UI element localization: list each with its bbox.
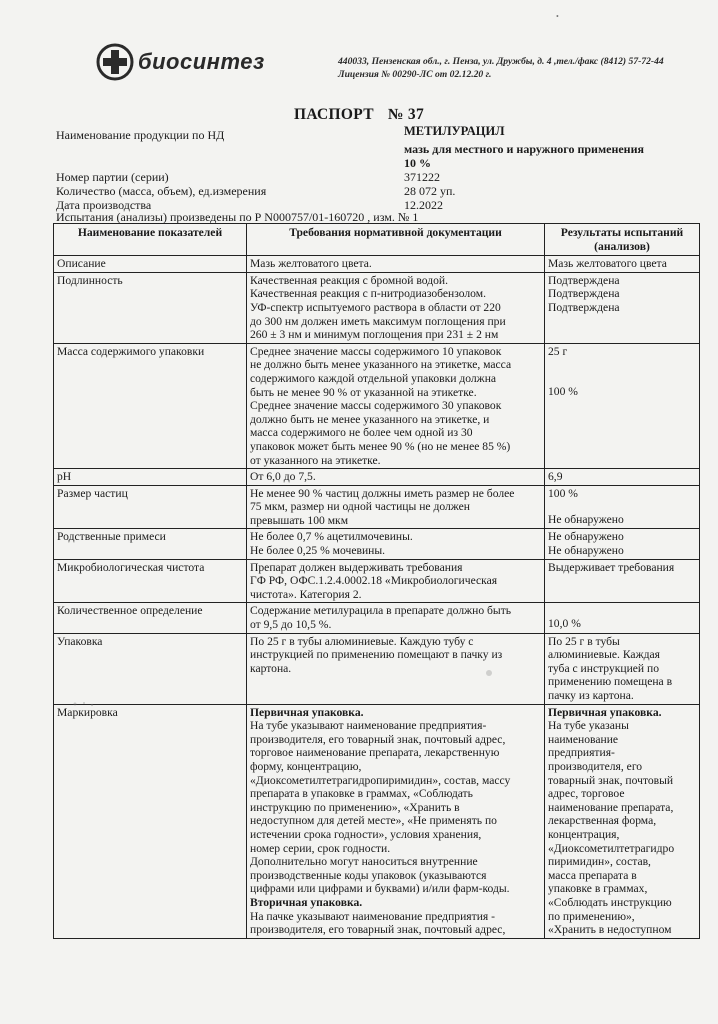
row-requirement <box>247 603 545 633</box>
result-line: концентрация, <box>548 827 620 841</box>
result-line: Не обнаружено <box>548 530 624 544</box>
result-subtitle: Первичная упаковка. <box>548 705 662 719</box>
result-line: Подтверждена <box>548 300 620 314</box>
company-name: биосинтез <box>138 49 265 74</box>
requirement-line: масса содержимого не более чем одной из 30 <box>250 426 473 440</box>
requirement-line: содержимого каждой отдельной упаковки должна <box>250 371 497 385</box>
requirement-line: Среднее значение массы содержимого 10 упаковок <box>250 344 502 358</box>
result-line: «Соблюдать инструкцию <box>548 895 672 909</box>
row-result <box>545 529 700 559</box>
result-line: масса препарата в <box>548 868 637 882</box>
result-line: Выдерживает требования <box>548 560 675 574</box>
requirement-line: Содержание метилурацила в препарате должно быть <box>250 604 512 618</box>
header-requirement: Требования нормативной документации <box>247 224 545 256</box>
row-name: Количественное определение <box>54 603 247 633</box>
requirement-line: «Диоксометилтетрагидропиримидин», состав, массу <box>250 773 511 787</box>
requirement-line: производственные коды упаковок (указываются <box>250 868 487 882</box>
requirement-line: от указанного на этикетке. <box>250 453 381 467</box>
table-row <box>54 603 700 633</box>
requirement-line: номер серии, срок годности. <box>250 841 391 855</box>
result-line: товарный знак, почтовый <box>548 773 674 787</box>
company-address-block <box>338 55 664 81</box>
requirement-line: быть не менее 90 % от указанной на этикетке. <box>250 385 477 399</box>
requirement-line: упаковок может быть менее 90 % (но не менее 85 %) <box>250 439 511 453</box>
result-line: применению помещена в <box>548 675 673 689</box>
result-line: 6,9 <box>548 470 563 484</box>
row-name: Микробиологическая чистота <box>54 559 247 603</box>
table-row <box>54 256 700 273</box>
requirement-line: препарата в упаковке в граммах, «Соблюдать <box>250 787 473 801</box>
requirement-line: Не более 0,25 % мочевины. <box>250 544 386 558</box>
row-requirement <box>247 633 545 704</box>
result-line: производителя, его <box>548 759 643 773</box>
row-name: Описание <box>54 256 247 273</box>
result-line: адрес, торговое <box>548 787 625 801</box>
requirement-line: 75 мкм, размер ни одной частицы не должен <box>250 500 470 514</box>
quantity-label: Количество (масса, объем), ед.измерения <box>56 184 267 198</box>
requirement-line: недоступном для детей месте», «Не применять по <box>250 814 497 828</box>
row-result <box>545 272 700 343</box>
result-line: Мазь желтоватого цвета <box>548 257 667 271</box>
row-name: pH <box>54 469 247 486</box>
product-name-label: Наименование продукции по НД <box>56 128 225 142</box>
requirement-line: производителя, его товарный знак, почтовый адрес, <box>250 732 506 746</box>
medical-cross-icon <box>96 43 134 81</box>
requirement-line: Качественная реакция с п-нитродиазобензолом. <box>250 287 486 301</box>
requirement-line: производителя, его товарный знак, почтовый адрес, <box>250 923 506 937</box>
requirement-line: инструкцией по применению помещают в пачку из <box>250 648 503 662</box>
requirement-line: Препарат должен выдерживать требования <box>250 560 463 574</box>
production-date-label: Дата производства <box>56 198 152 212</box>
row-requirement <box>247 529 545 559</box>
result-line: упаковке в граммах, <box>548 882 648 896</box>
result-line: пиримидин», состав, <box>548 855 651 869</box>
table-row <box>54 529 700 559</box>
requirement-line: На пачке указывают наименование предприятия - <box>250 909 495 923</box>
result-line: По 25 г в тубы <box>548 634 620 648</box>
row-result <box>545 343 700 468</box>
requirement-line: Не более 0,7 % ацетилмочевины. <box>250 530 413 544</box>
result-line: 100 % <box>548 385 578 399</box>
result-line: наименование <box>548 732 619 746</box>
product-concentration: 10 % <box>404 156 431 170</box>
result-line: Подтверждена <box>548 287 620 301</box>
page-title <box>0 106 718 124</box>
requirement-line: Мазь желтоватого цвета. <box>250 257 372 271</box>
result-line: предприятия- <box>548 746 615 760</box>
requirement-line: УФ-спектр испытуемого раствора в области от 220 <box>250 300 501 314</box>
table-header-row <box>54 224 700 256</box>
scan-dot <box>486 670 492 676</box>
product-name: МЕТИЛУРАЦИЛ <box>404 124 505 138</box>
row-result <box>545 704 700 938</box>
result-line: На тубе указаны <box>548 719 629 733</box>
row-result <box>545 559 700 603</box>
row-requirement <box>247 272 545 343</box>
row-result <box>545 485 700 529</box>
result-line: «Хранить в недоступном <box>548 923 672 937</box>
requirement-line: инструкцию по применению», «Хранить в <box>250 800 460 814</box>
requirement-line: Не менее 90 % частиц должны иметь размер не более <box>250 486 515 500</box>
row-name: Упаковка <box>54 633 247 704</box>
scan-smudge <box>70 700 100 708</box>
requirement-line: до 300 нм должен иметь максимум поглощения при <box>250 314 506 328</box>
requirement-subtitle: Вторичная упаковка. <box>250 895 363 909</box>
result-line: лекарственная форма, <box>548 814 657 828</box>
table-row <box>54 272 700 343</box>
requirement-line: превышать 100 мкм <box>250 513 349 527</box>
requirement-line: чистота». Категория 2. <box>250 587 362 601</box>
header-result: Результаты испытаний (анализов) <box>545 224 700 256</box>
row-result <box>545 256 700 273</box>
row-requirement <box>247 559 545 603</box>
result-line: наименование препарата, <box>548 800 674 814</box>
row-requirement <box>247 343 545 468</box>
result-line: Подтверждена <box>548 273 620 287</box>
requirement-line: ГФ РФ, ОФС.1.2.4.0002.18 «Микробиологическая <box>250 574 498 588</box>
requirement-line: форму, концентрацию, <box>250 759 362 773</box>
result-line: 100 % <box>548 486 578 500</box>
company-logo <box>96 43 268 85</box>
row-name: Размер частиц <box>54 485 247 529</box>
header-indicator: Наименование показателей <box>54 224 247 256</box>
requirement-line: По 25 г в тубы алюминиевые. Каждую тубу с <box>250 634 474 648</box>
document-number: № 37 <box>387 106 425 123</box>
row-name: Родственные примеси <box>54 529 247 559</box>
requirement-line: От 6,0 до 7,5. <box>250 470 316 484</box>
row-result <box>545 603 700 633</box>
result-line: по применению», <box>548 909 635 923</box>
requirement-line: На тубе указывают наименование предприятия- <box>250 719 487 733</box>
requirement-line: Качественная реакция с бромной водой. <box>250 273 448 287</box>
company-license: Лицензия № 00290-ЛС от 02.12.20 г. <box>338 69 492 80</box>
requirement-line: истечении срока годности», условия хранения, <box>250 827 482 841</box>
table-row <box>54 559 700 603</box>
quantity-value: 28 072 уп. <box>404 184 456 198</box>
scan-mark: • <box>556 12 559 21</box>
table-row <box>54 469 700 486</box>
row-name: Маркировка <box>54 704 247 938</box>
result-line: алюминиевые. Каждая <box>548 648 660 662</box>
table-row <box>54 633 700 704</box>
row-result <box>545 469 700 486</box>
row-requirement <box>247 704 545 938</box>
result-line: пачку из картона. <box>548 689 634 702</box>
tests-reference: Испытания (анализы) произведены по Р N000757/01-160720 , изм. № 1 <box>56 210 419 224</box>
batch-label: Номер партии (серии) <box>56 170 169 184</box>
row-requirement <box>247 256 545 273</box>
batch-number: 371222 <box>404 170 440 184</box>
result-line: Не обнаружено <box>548 513 624 527</box>
table-row <box>54 343 700 468</box>
requirement-line: не должно быть менее указанного на этикетке, масса <box>250 358 512 372</box>
requirement-line: Дополнительно могут наноситься внутренние <box>250 855 478 869</box>
requirement-line: цифрами или цифрами и буквами) и/или фарм-коды. <box>250 882 510 896</box>
result-line: «Диоксометилтетрагидро <box>548 841 675 855</box>
row-requirement <box>247 469 545 486</box>
row-requirement <box>247 485 545 529</box>
document-title: ПАСПОРТ <box>293 106 374 123</box>
row-name: Подлинность <box>54 272 247 343</box>
table-row <box>54 485 700 529</box>
results-table <box>53 223 700 939</box>
result-line: 25 г <box>548 344 568 358</box>
requirement-line: Среднее значение массы содержимого 30 упаковок <box>250 399 502 413</box>
production-date: 12.2022 <box>404 198 443 212</box>
result-line: Не обнаружено <box>548 544 624 558</box>
requirement-line: 260 ± 3 нм и минимум поглощения при 231 ± 2 нм <box>250 328 499 342</box>
table-row <box>54 704 700 938</box>
company-address: 440033, Пензенская обл., г. Пенза, ул. Дружбы, д. 4 ,тел./факс (8412) 57-72-44 <box>338 56 664 67</box>
requirement-line: картона. <box>250 661 292 675</box>
requirement-subtitle: Первичная упаковка. <box>250 705 364 719</box>
row-result <box>545 633 700 704</box>
requirement-line: от 9,5 до 10,5 %. <box>250 618 332 632</box>
product-form: мазь для местного и наружного применения <box>404 142 644 156</box>
requirement-line: торговое наименование препарата, лекарственную <box>250 746 500 760</box>
requirement-line: должно быть не менее указанного на этикетке, и <box>250 412 490 426</box>
result-line: 10,0 % <box>548 617 581 631</box>
row-name: Масса содержимого упаковки <box>54 343 247 468</box>
result-line: туба с инструкцией по <box>548 661 660 675</box>
